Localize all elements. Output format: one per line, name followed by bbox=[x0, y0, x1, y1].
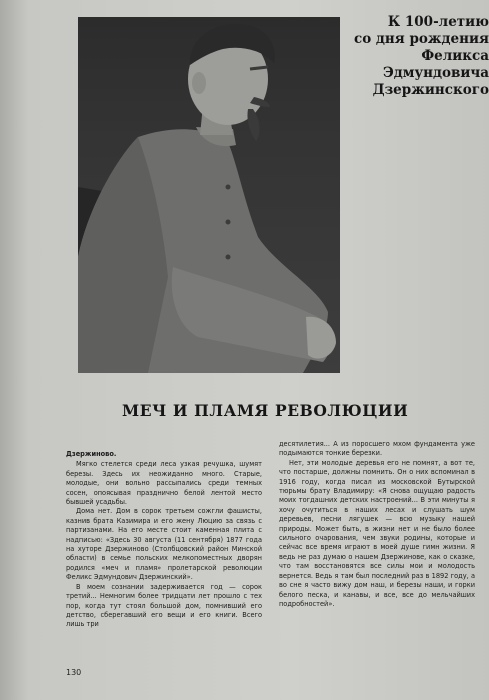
paragraph: В моем сознании задерживается год — сорок третий... Немногим более тридцати лет прошло с тех пор, когда тут стоял большой дом, помнивший его детство, сберегавший его вещи и его книги. Всего лишь три bbox=[66, 582, 262, 629]
heading-line: Дзержинского bbox=[372, 82, 489, 98]
paragraph: Дзержиново. bbox=[66, 450, 117, 458]
page-number: 130 bbox=[66, 668, 82, 677]
portrait-illustration bbox=[78, 17, 340, 373]
paragraph: Мягко стелется среди леса узкая речушка, шумят березы. Здесь их неожиданно много. Старые, молодые, они вольно рассыпались среди темных сосен, опоясывая празднично белой лентой место бывшей усадьбы. bbox=[66, 460, 262, 507]
heading-line: Феликса bbox=[421, 48, 489, 64]
article-column-left bbox=[66, 450, 262, 630]
paragraph: десятилетия... А из поросшего мхом фундамента уже подымаются тонкие березки. bbox=[279, 440, 475, 458]
heading-line: со дня рождения bbox=[353, 31, 489, 47]
article-column-right bbox=[279, 440, 475, 609]
heading-line: К 100-летию bbox=[387, 14, 489, 30]
portrait-photo bbox=[78, 17, 340, 373]
anniversary-heading bbox=[348, 14, 489, 99]
paragraph: Дома нет. Дом в сорок третьем сожгли фашисты, казнив брата Казимира и его жену Люцию за связь с партизанами. На его месте стоит каменная плита с надписью: «Здесь 30 августа (11 сентября) 1877 года на хуторе Дзержиново (Столбцовский район Минской области) в семье польских мелкопоместных дворян родился «меч и пламя» пролетарской революции Феликс Эдмундович Дзержинский». bbox=[66, 507, 262, 582]
heading-line: Эдмундовича bbox=[382, 65, 489, 81]
article-title: МЕЧ И ПЛАМЯ РЕВОЛЮЦИИ bbox=[122, 401, 409, 420]
paragraph: Нет, эти молодые деревья его не помнят, а вот те, что постарше, должны помнить. Он о них вспоминал в 1916 году, когда писал из московской Бутырской тюрьмы брату Владимиру: «Я снова ощущаю радость моих тогдашних детских настроений... В эти минуты я хочу очутиться в наших лесах и слушать шум деревьев, песни лягушек — всю музыку нашей природы. Может быть, в жизни нет и не было более сильного очарования, чем звуки родины, которые и сейчас все время играют в моей душе гимн жизни. Я ведь не раз думаю о нашем Дзержинове, как о сказке, что там восстановятся все силы мои и молодость вернется. Ведь я там был последний раз в 1892 году, а во сне я часто вижу дом наш, и березы наши, и горки белого песка, и канавы, и все, все до мельчайших подробностей». bbox=[279, 458, 475, 608]
